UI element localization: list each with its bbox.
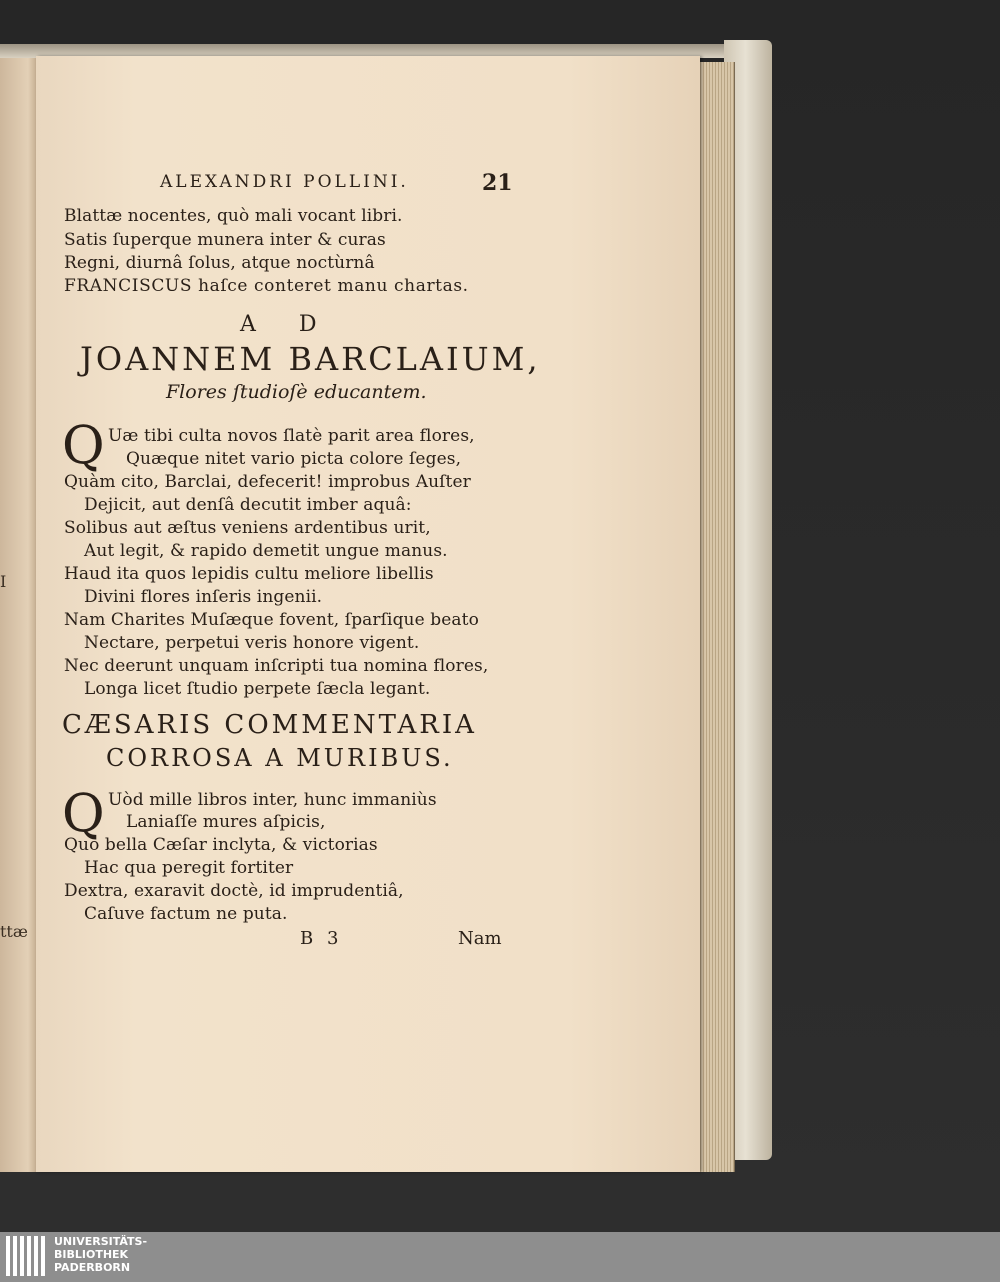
verse-line: Uæ tibi culta novos ſlatè parit area flores, <box>108 426 475 446</box>
verse-line: Caſuve factum ne puta. <box>84 904 288 924</box>
verse-line: Quo bella Cæſar inclyta, & victorias <box>64 835 378 855</box>
poem-title: CÆSARIS COMMENTARIA <box>62 710 477 740</box>
verse-line: Divini flores inſeris ingenii. <box>84 587 323 607</box>
verse-line: Quàm cito, Barclai, defecerit! improbus Auſter <box>64 472 471 492</box>
library-logo-icon <box>6 1236 46 1278</box>
page-number: 21 <box>482 170 513 196</box>
text-line: Blattæ nocentes, quò mali vocant libri. <box>64 206 403 226</box>
library-name-line: UNIVERSITÄTS- <box>54 1235 148 1248</box>
verse-line: Nam Charites Muſæque fovent, ſparſique beato <box>64 610 479 630</box>
poem-heading-ad: A D <box>240 312 335 337</box>
poem-title: CORROSA A MURIBUS. <box>106 744 454 772</box>
left-page-fragment: ttæ <box>0 922 28 941</box>
signature-mark: B 3 <box>300 928 343 949</box>
verse-line: Haud ita quos lepidis cultu meliore libellis <box>64 564 434 584</box>
verse-line: Nectare, perpetui veris honore vigent. <box>84 633 420 653</box>
library-name-line: PADERBORN <box>54 1261 131 1274</box>
library-name <box>54 1235 147 1274</box>
left-page-fragment: I <box>0 572 7 591</box>
catchword: Nam <box>458 928 502 949</box>
verse-line: Dextra, exaravit doctè, id imprudentiâ, <box>64 881 404 901</box>
running-head: ALEXANDRI POLLINI. <box>160 172 409 192</box>
text-line: Regni, diurnâ ſolus, atque noctùrnâ <box>64 253 375 273</box>
verse-line: Hac qua peregit fortiter <box>84 858 294 878</box>
verse-line: Laniaſſe mures aſpicis, <box>126 812 326 832</box>
verse-line: Dejicit, aut denſâ decutit imber aquâ: <box>84 495 412 515</box>
poem-subtitle: Flores ſtudioſè educantem. <box>166 381 427 403</box>
verse-line: Solibus aut æſtus veniens ardentibus urit, <box>64 518 431 538</box>
verse-line: Uòd mille libros inter, hunc immaniùs <box>108 790 437 810</box>
text-line: Satis ſuperque munera inter & curas <box>64 230 386 250</box>
verse-line: Quæque nitet vario picta colore ſeges, <box>126 449 462 469</box>
verse-line: Aut legit, & rapido demetit ungue manus. <box>84 541 448 561</box>
poem-title: JOANNEM BARCLAIUM, <box>80 340 541 378</box>
library-footer <box>0 1232 1000 1282</box>
drop-capital: Q <box>62 784 105 844</box>
text-line: FRANCISCUS haſce conteret manu chartas. <box>64 276 469 296</box>
drop-capital: Q <box>62 416 105 476</box>
verse-line: Nec deerunt unquam inſcripti tua nomina flores, <box>64 656 489 676</box>
verse-line: Longa licet ſtudio perpete ſæcla legant. <box>84 679 431 699</box>
library-name-line: BIBLIOTHEK <box>54 1248 129 1261</box>
